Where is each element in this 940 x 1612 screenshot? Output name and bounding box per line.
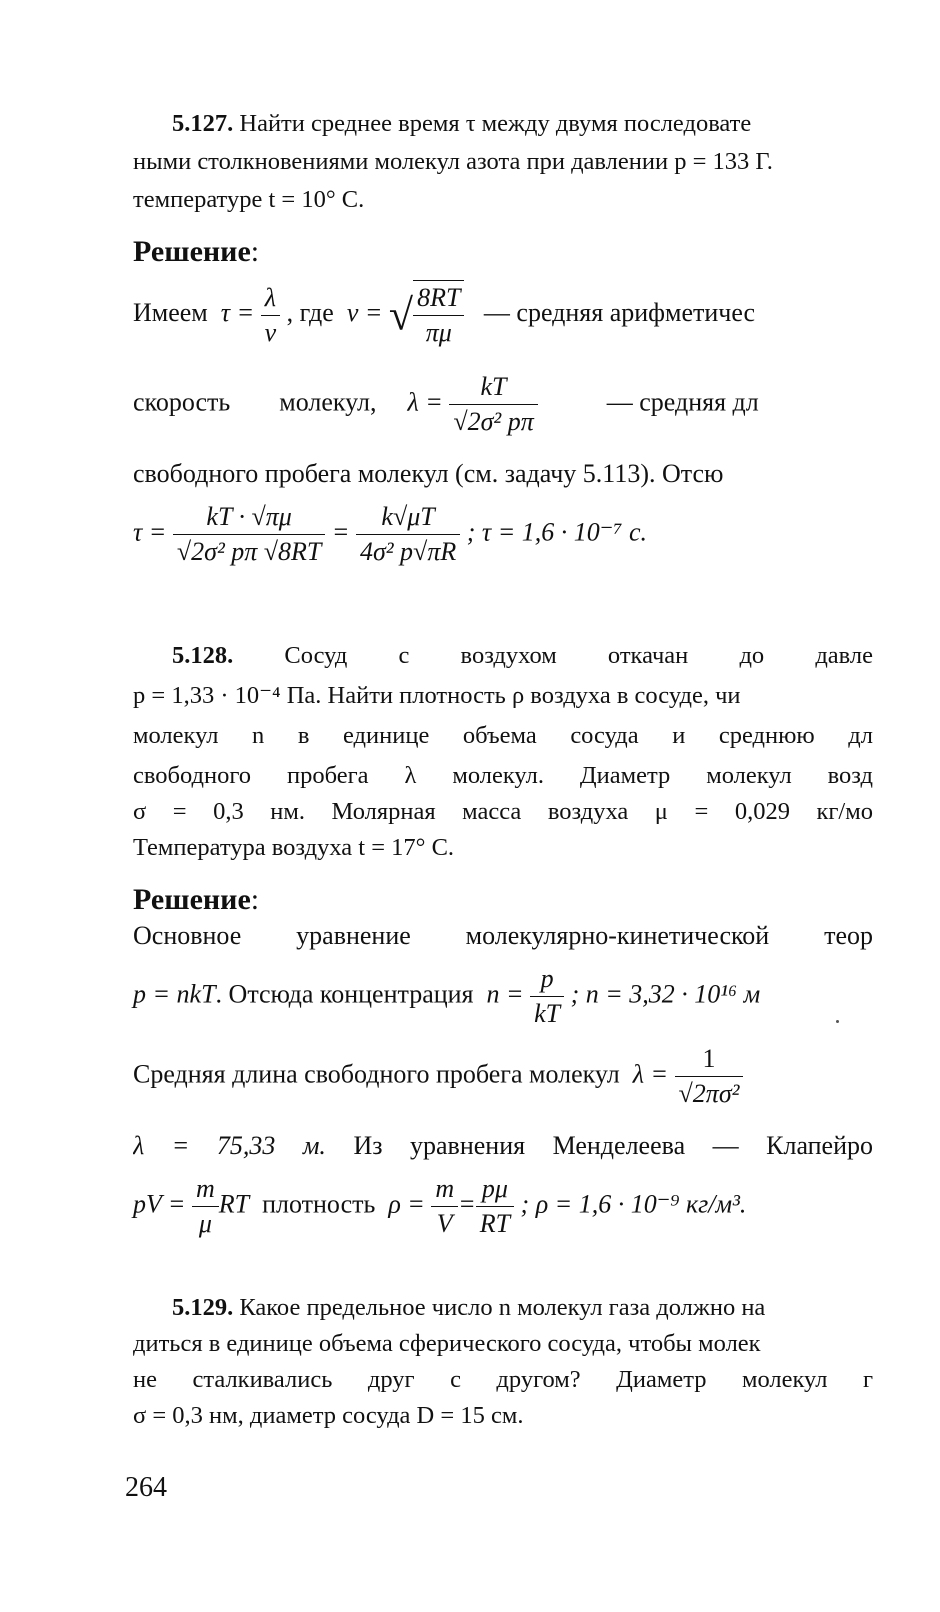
pv-left: pV = xyxy=(133,1189,186,1219)
pv-right: RT xyxy=(218,1189,250,1219)
v-left: v = xyxy=(346,297,383,327)
v-description: — средняя арифметичес xyxy=(483,297,756,327)
tau-fraction-1-num: kT · √πμ xyxy=(173,500,326,535)
lambda2-fraction-num: 1 xyxy=(675,1042,744,1077)
rho-fraction-1-num: m xyxy=(431,1172,458,1207)
pv-fraction-num: m xyxy=(192,1172,219,1207)
lambda-fraction-num: kT xyxy=(449,370,537,405)
problem-128-line-5: σ = 0,3 нм. Молярная масса воздуха μ = 0,029 кг/мо xyxy=(133,798,873,825)
problem-128-line-1 xyxy=(172,640,873,672)
v-fraction-den: πμ xyxy=(425,318,452,347)
n-value: ; n = 3,32 · 10¹⁶ м xyxy=(570,979,761,1009)
problem-129-line-3: не сталкивались друг с другом? Диаметр молекул г xyxy=(133,1366,873,1393)
tau-value: ; τ = 1,6 · 10⁻⁷ с. xyxy=(466,517,648,547)
problem-127-line-2: ными столкновениями молекул азота при давлении p = 133 Г. xyxy=(133,148,773,175)
tau-fraction-2-den: 4σ² p√πR xyxy=(359,537,457,566)
base-equation: p = nkT xyxy=(133,979,216,1009)
equals-sign: = xyxy=(331,517,350,547)
concentration-text: . Отсюда концентрация xyxy=(215,979,474,1009)
intro-word: Имеем xyxy=(133,297,208,327)
tau-fraction-den: v xyxy=(264,317,277,347)
mean-path-text: Средняя длина свободного пробега молекул xyxy=(133,1059,620,1089)
solution-128-heading xyxy=(133,884,873,916)
solution-127-heading xyxy=(133,236,873,268)
tau-result-row xyxy=(133,500,647,569)
problem-128-line-3: молекул n в единице объема сосуда и среднюю дл xyxy=(133,722,873,749)
rho-left: ρ = xyxy=(388,1189,425,1219)
problem-128-number: 5.128. xyxy=(172,642,234,669)
lambda2-left: λ = xyxy=(632,1059,669,1089)
n-fraction xyxy=(530,962,564,1031)
problem-129-line-2: диться в единице объема сферического сосуда, чтобы молек xyxy=(133,1330,761,1357)
problem-129-line-1 xyxy=(172,1292,873,1324)
rho-fraction-2-num: pμ xyxy=(476,1172,514,1207)
problem-129-text-1: Какое предельное число n молекул газа должно на xyxy=(239,1294,766,1321)
solution-heading-text: Решение xyxy=(133,236,251,268)
density-word: плотность xyxy=(262,1189,376,1219)
n-fraction-num: p xyxy=(530,962,564,997)
lambda-fraction-den: √2σ² pπ xyxy=(453,407,534,436)
mean-path-row xyxy=(133,1042,743,1111)
rho-fraction-1-den: V xyxy=(436,1209,453,1238)
problem-127-text-1: Найти среднее время τ между двумя последовате xyxy=(239,110,752,137)
lambda-left: λ = xyxy=(407,387,443,417)
density-row: pV = $\frac{m}{\mu}$ RT плотность ρ = $\frac{m}{V}$ = $\frac{p\mu}{RT}$ ; ρ = 1,6 · 10⁻⁹ кг/м³. xyxy=(133,1172,746,1241)
tau-def-left: τ = xyxy=(220,297,255,327)
lambda-fraction xyxy=(449,370,537,439)
rho-fraction-2 xyxy=(476,1172,514,1241)
tau-fraction-2-num: k√μT xyxy=(356,500,460,535)
lambda-definition-row xyxy=(133,370,873,439)
lambda-value-line xyxy=(133,1130,873,1162)
problem-127-line-3: температуре t = 10° С. xyxy=(133,186,365,213)
tau-fraction-num: λ xyxy=(261,281,281,316)
tau-fraction xyxy=(261,281,281,350)
problem-128-line-4: свободного пробега λ молекул. Диаметр молекул возд xyxy=(133,762,873,789)
lambda-description: — средняя дл xyxy=(606,387,759,417)
problem-128-line-6: Температура воздуха t = 17° С. xyxy=(133,834,455,861)
v-fraction xyxy=(413,280,464,350)
rho-fraction-1 xyxy=(431,1172,458,1241)
pv-fraction xyxy=(192,1172,219,1241)
problem-127-line-1 xyxy=(172,108,873,140)
scan-speck-1 xyxy=(836,1020,839,1023)
problem-129-line-4: σ = 0,3 нм, диаметр сосуда D = 15 см. xyxy=(133,1402,524,1429)
tau-fraction-2 xyxy=(356,500,460,569)
problem-128-line-2: p = 1,33 · 10⁻⁴ Па. Найти плотность ρ воздуха в сосуде, чи xyxy=(133,682,741,709)
tau-definition-row xyxy=(133,280,755,350)
lambda-value: λ = 75,33 м. xyxy=(133,1131,326,1160)
rho-value: ; ρ = 1,6 · 10⁻⁹ кг/м³. xyxy=(520,1189,747,1219)
sqrt-sign-icon: √ xyxy=(388,290,414,340)
where-word: , где xyxy=(286,297,334,327)
solution-128-line-1: Основное уравнение молекулярно-кинетической теор xyxy=(133,921,873,950)
page-number: 264 xyxy=(125,1472,167,1503)
speed-word: скорость xyxy=(133,387,231,417)
solution-heading-colon: : xyxy=(250,884,260,916)
solution-heading-colon: : xyxy=(250,236,260,268)
v-fraction-num: 8RT xyxy=(413,281,464,316)
lambda2-fraction-den: √2πσ² xyxy=(678,1079,740,1108)
tau-result-left: τ = xyxy=(133,517,167,547)
problem-128-text-1: Сосуд с воздухом откачан до давле xyxy=(284,642,873,669)
tau-fraction-1 xyxy=(173,500,326,569)
free-path-line: свободного пробега молекул (см. задачу 5.113). Отсю xyxy=(133,459,724,488)
pv-fraction-den: μ xyxy=(198,1209,212,1238)
n-fraction-den: kT xyxy=(534,999,561,1028)
molecules-word: молекул, xyxy=(279,387,377,417)
tau-fraction-1-den: √2σ² pπ √8RT xyxy=(176,537,322,566)
problem-127-number: 5.127. xyxy=(172,110,234,137)
rho-fraction-2-den: RT xyxy=(479,1209,511,1238)
solution-heading-text: Решение xyxy=(133,884,251,916)
concentration-row xyxy=(133,962,760,1031)
mendeleev-text: Из уравнения Менделеева — Клапейро xyxy=(353,1131,873,1160)
problem-129-number: 5.129. xyxy=(172,1294,234,1321)
n-left: n = xyxy=(486,979,524,1009)
lambda2-fraction xyxy=(675,1042,744,1111)
